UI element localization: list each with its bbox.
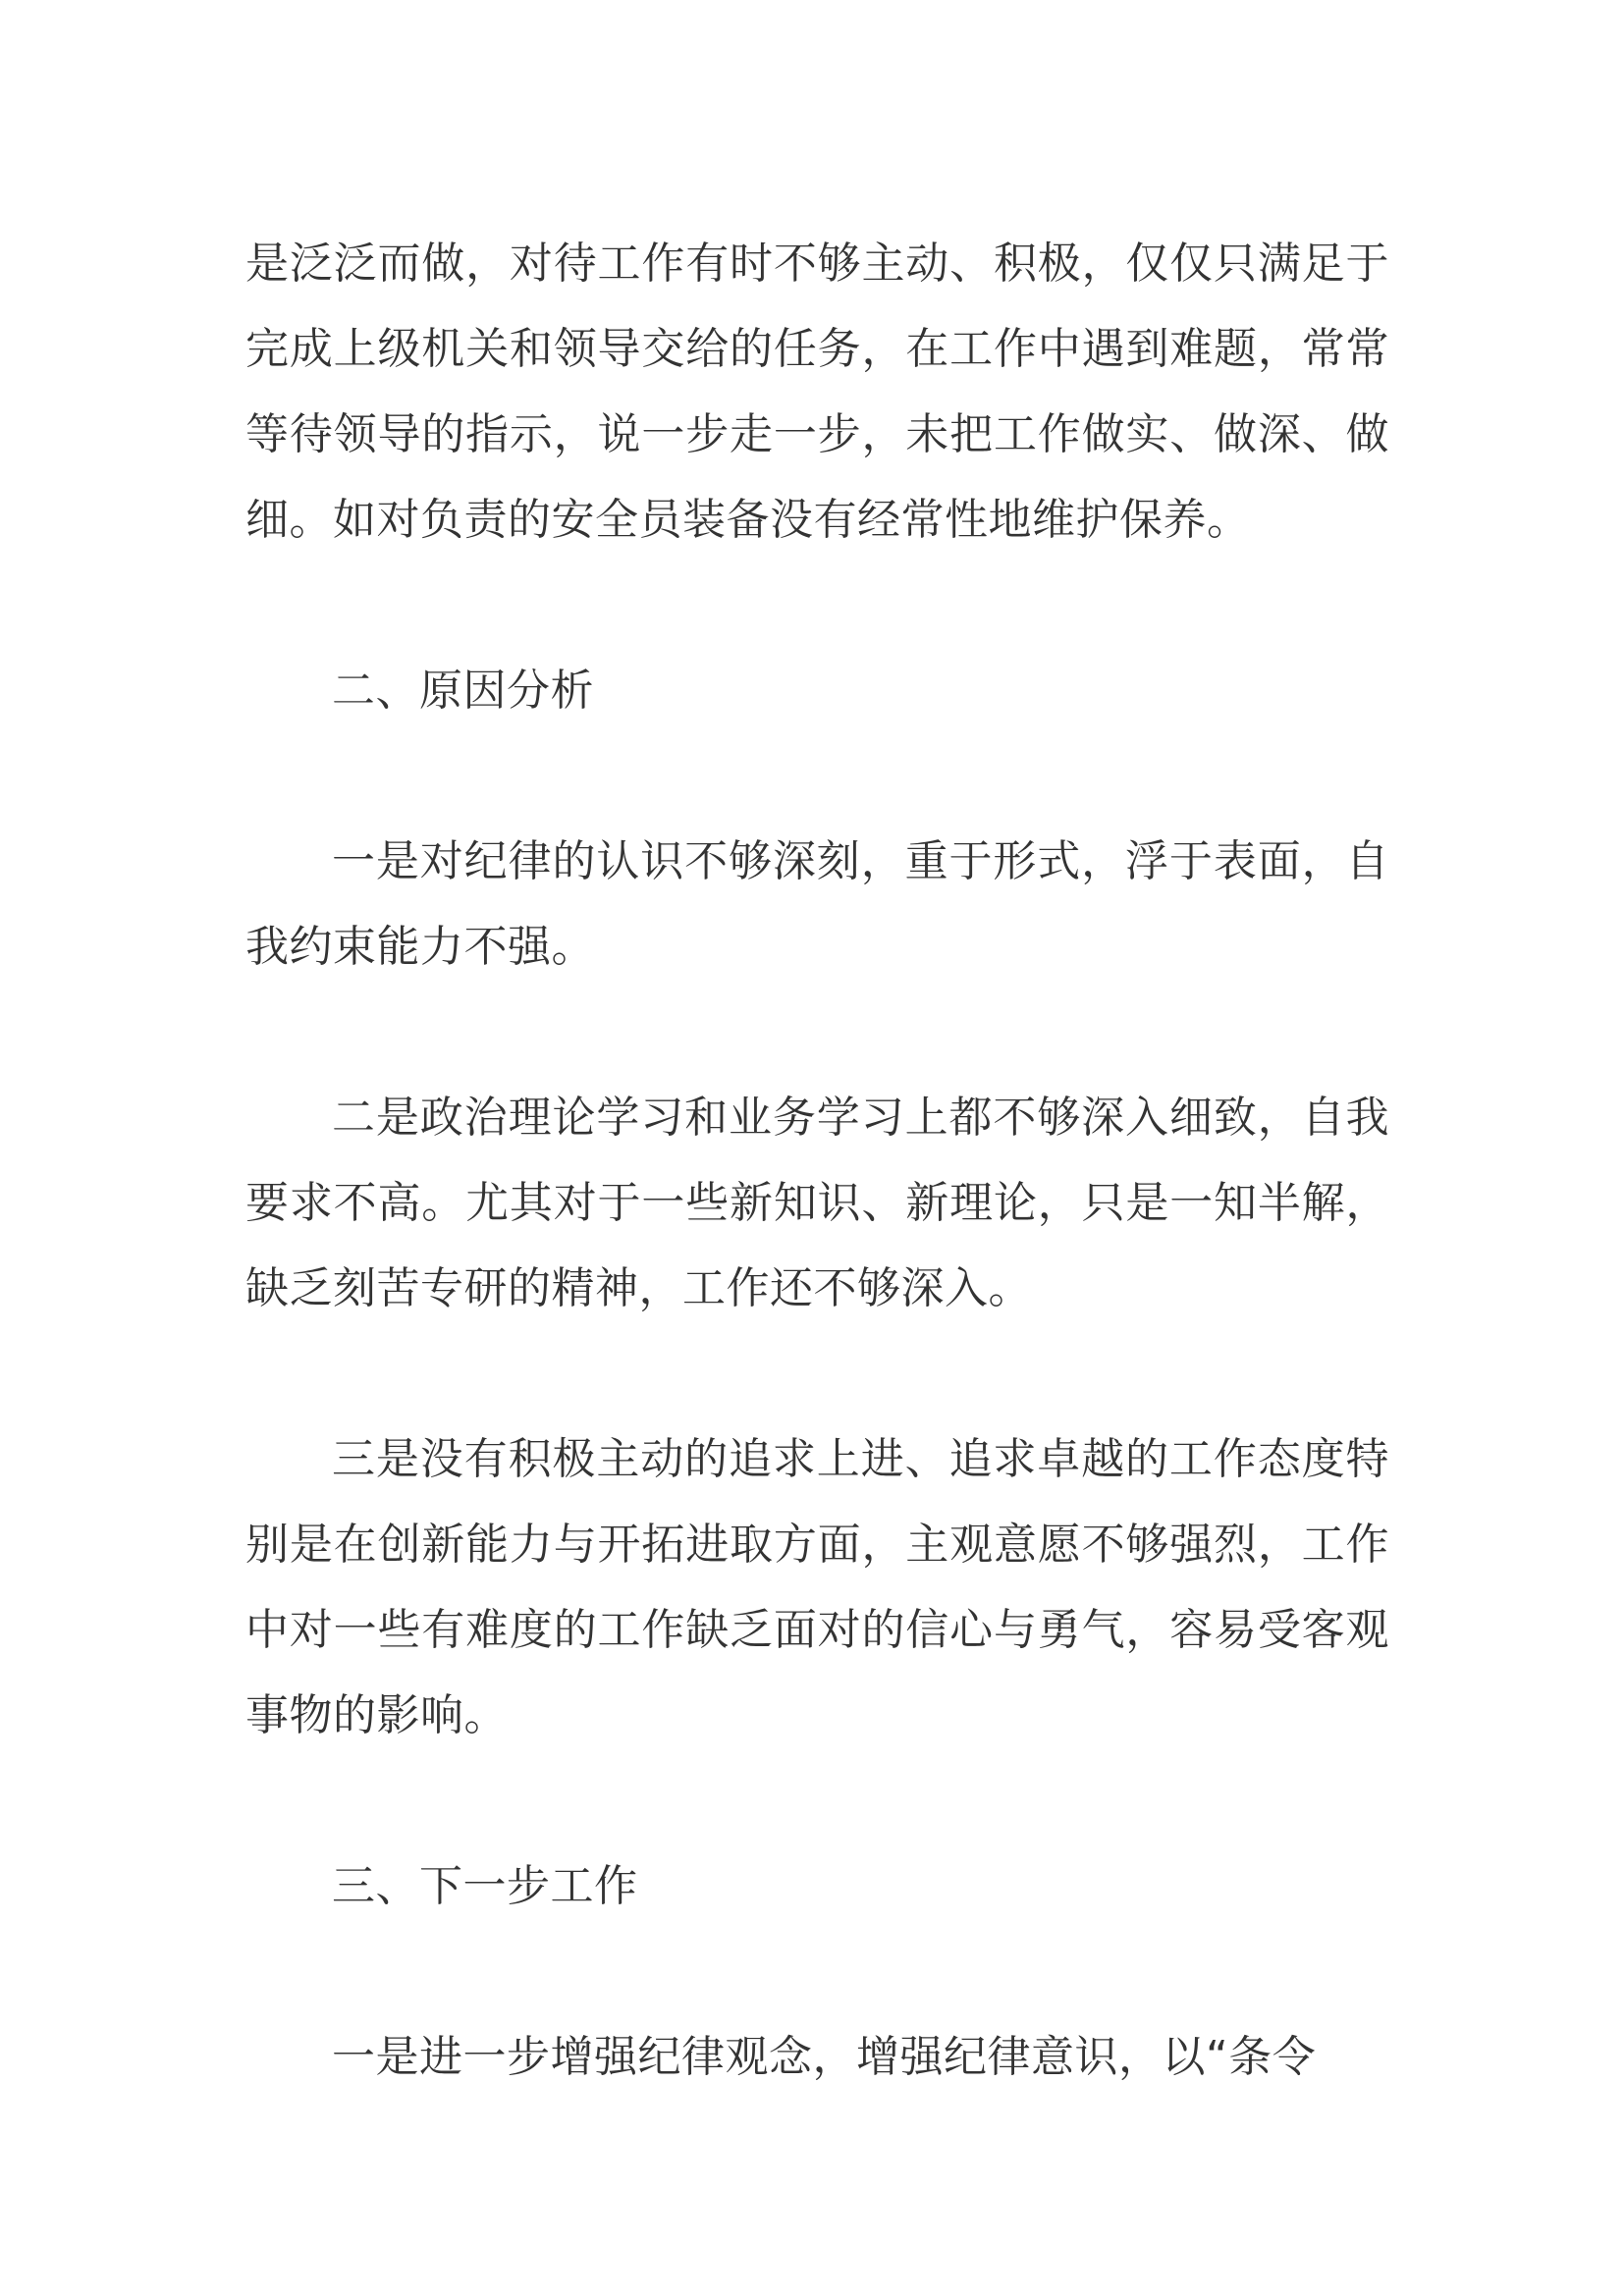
paragraph-spacer — [245, 1929, 1389, 2014]
paragraph-cause-3: 三是没有积极主动的追求上进、追求卓越的工作态度特别是在创新能力与开拓进取方面，主观意愿不够强烈，工作中对一些有难度的工作缺乏面对的信心与勇气，容易受客观事物的影响。 — [245, 1434, 1389, 1740]
paragraph-cause-2: 二是政治理论学习和业务学习上都不够深入细致，自我要求不高。尤其对于一些新知识、新理论，只是一知半解，缺乏刻苦专研的精神，工作还不够深入。 — [245, 1093, 1389, 1313]
paragraph-spacer — [245, 1331, 1389, 1416]
paragraph-next-step-1: 一是进一步增强纪律观念，增强纪律意识，以“条令 — [332, 2032, 1317, 2082]
section-heading-next-steps: 三、下一步工作 — [332, 1861, 638, 1911]
paragraph-spacer — [245, 1758, 1389, 1843]
paragraph-cause-1: 一是对纪律的认识不够深刻，重于形式，浮于表面，自我约束能力不强。 — [245, 836, 1389, 972]
paragraph-spacer — [245, 733, 1389, 819]
paragraph-continuation: 是泛泛而做，对待工作有时不够主动、积极，仅仅只满足于完成上级机关和领导交给的任务，在工作中遇到难题，常常等待领导的指示，说一步走一步，未把工作做实、做深、做细。如对负责的安全员装备没有经常性地维护保养。 — [245, 239, 1389, 545]
document-page — [245, 221, 1389, 2100]
paragraph-spacer — [245, 562, 1389, 648]
section-heading-cause-analysis: 二、原因分析 — [332, 666, 594, 716]
paragraph-spacer — [245, 989, 1389, 1075]
